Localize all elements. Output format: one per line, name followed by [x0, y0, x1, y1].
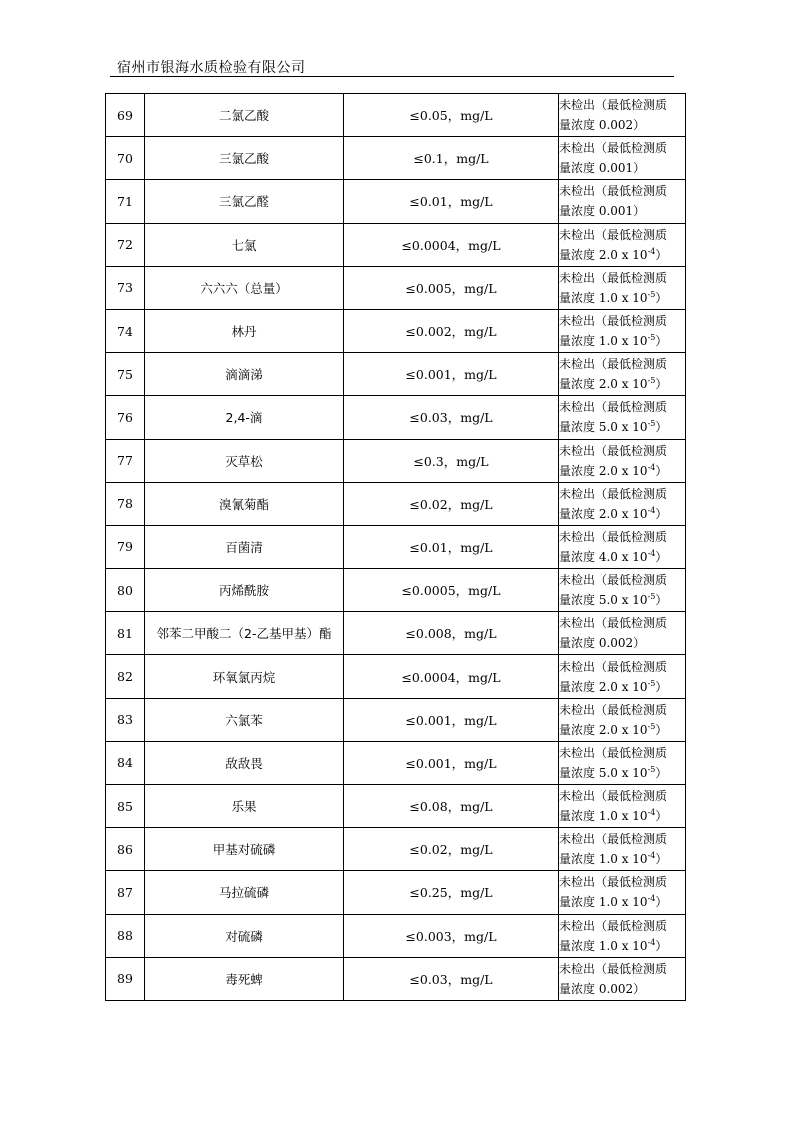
standard-limit: ≤0.0004，mg/L — [344, 655, 559, 698]
result-close: ） — [655, 377, 668, 392]
result-exponent: -4 — [647, 894, 656, 904]
result-line-1: 未检出（最低检测质 — [559, 616, 668, 631]
test-result — [559, 525, 686, 568]
row-number: 76 — [106, 396, 145, 439]
result-concentration: 量浓度 5.0 x 10 — [559, 593, 648, 608]
result-line-1: 未检出（最低检测质 — [559, 659, 668, 674]
result-close: ） — [655, 765, 668, 780]
result-line-1: 未检出（最低检测质 — [559, 702, 668, 717]
indicator-name: 七氯 — [145, 223, 344, 266]
result-close: ） — [655, 506, 668, 521]
results-table — [105, 93, 686, 1001]
table-row — [106, 698, 686, 741]
standard-limit: ≤0.01，mg/L — [344, 180, 559, 223]
indicator-name: 六六六（总量） — [145, 266, 344, 309]
row-number: 75 — [106, 353, 145, 396]
result-close: ） — [633, 118, 646, 133]
row-number: 81 — [106, 612, 145, 655]
table-row — [106, 439, 686, 482]
result-line-2 — [559, 331, 685, 351]
indicator-name: 溴氰菊酯 — [145, 482, 344, 525]
indicator-name: 丙烯酰胺 — [145, 569, 344, 612]
result-close: ） — [655, 247, 668, 262]
standard-limit: ≤0.03，mg/L — [344, 396, 559, 439]
indicator-name: 对硫磷 — [145, 914, 344, 957]
standard-limit: ≤0.002，mg/L — [344, 309, 559, 352]
standard-limit: ≤0.1，mg/L — [344, 137, 559, 180]
result-line-1: 未检出（最低检测质 — [559, 529, 668, 544]
standard-limit: ≤0.25，mg/L — [344, 871, 559, 914]
result-close: ） — [655, 852, 668, 867]
result-concentration: 量浓度 1.0 x 10 — [559, 334, 648, 349]
test-result — [559, 94, 686, 137]
result-line-1: 未检出（最低检测质 — [559, 141, 668, 156]
test-result — [559, 957, 686, 1000]
result-concentration: 量浓度 0.001 — [559, 161, 634, 176]
result-line-1: 未检出（最低检测质 — [559, 486, 668, 501]
standard-limit: ≤0.0004，mg/L — [344, 223, 559, 266]
result-exponent: -4 — [647, 808, 656, 818]
row-number: 70 — [106, 137, 145, 180]
result-concentration: 量浓度 5.0 x 10 — [559, 765, 648, 780]
test-result — [559, 741, 686, 784]
results-table-body — [106, 94, 686, 1001]
test-result — [559, 612, 686, 655]
row-number: 80 — [106, 569, 145, 612]
test-result — [559, 396, 686, 439]
table-row — [106, 741, 686, 784]
standard-limit: ≤0.05，mg/L — [344, 94, 559, 137]
indicator-name: 灭草松 — [145, 439, 344, 482]
result-concentration: 量浓度 2.0 x 10 — [559, 247, 648, 262]
indicator-name: 甲基对硫磷 — [145, 828, 344, 871]
result-line-1: 未检出（最低检测质 — [559, 357, 668, 372]
result-exponent: -4 — [647, 937, 656, 947]
table-row — [106, 266, 686, 309]
standard-limit: ≤0.08，mg/L — [344, 785, 559, 828]
indicator-name: 环氧氯丙烷 — [145, 655, 344, 698]
result-line-2 — [559, 936, 685, 956]
test-result — [559, 914, 686, 957]
result-exponent: -5 — [647, 333, 656, 343]
result-line-1: 未检出（最低检测质 — [559, 443, 668, 458]
standard-limit: ≤0.3，mg/L — [344, 439, 559, 482]
row-number: 82 — [106, 655, 145, 698]
indicator-name: 毒死蜱 — [145, 957, 344, 1000]
standard-limit: ≤0.03，mg/L — [344, 957, 559, 1000]
result-concentration: 量浓度 2.0 x 10 — [559, 722, 648, 737]
result-close: ） — [655, 420, 668, 435]
row-number: 87 — [106, 871, 145, 914]
indicator-name: 三氯乙酸 — [145, 137, 344, 180]
indicator-name: 滴滴涕 — [145, 353, 344, 396]
result-exponent: -5 — [647, 376, 656, 386]
test-result — [559, 137, 686, 180]
test-result — [559, 785, 686, 828]
test-result — [559, 828, 686, 871]
result-concentration: 量浓度 1.0 x 10 — [559, 290, 648, 305]
result-line-2 — [559, 115, 685, 135]
table-row — [106, 957, 686, 1000]
result-close: ） — [655, 679, 668, 694]
row-number: 86 — [106, 828, 145, 871]
result-exponent: -4 — [647, 548, 656, 558]
result-line-1: 未检出（最低检测质 — [559, 745, 668, 760]
result-line-2 — [559, 720, 685, 740]
result-line-2 — [559, 417, 685, 437]
result-line-1: 未检出（最低检测质 — [559, 832, 668, 847]
test-result — [559, 353, 686, 396]
indicator-name: 乐果 — [145, 785, 344, 828]
result-line-2 — [559, 892, 685, 912]
result-concentration: 量浓度 2.0 x 10 — [559, 463, 648, 478]
result-line-2 — [559, 201, 685, 221]
result-line-1: 未检出（最低检测质 — [559, 98, 668, 113]
row-number: 88 — [106, 914, 145, 957]
test-result — [559, 439, 686, 482]
result-exponent: -5 — [647, 678, 656, 688]
table-row — [106, 525, 686, 568]
result-close: ） — [655, 463, 668, 478]
result-line-1: 未检出（最低检测质 — [559, 270, 668, 285]
result-concentration: 量浓度 2.0 x 10 — [559, 377, 648, 392]
result-concentration: 量浓度 1.0 x 10 — [559, 895, 648, 910]
result-concentration: 量浓度 0.002 — [559, 636, 634, 651]
table-row — [106, 785, 686, 828]
table-row — [106, 309, 686, 352]
standard-limit: ≤0.003，mg/L — [344, 914, 559, 957]
result-line-1: 未检出（最低检测质 — [559, 573, 668, 588]
result-line-2 — [559, 374, 685, 394]
result-exponent: -4 — [647, 246, 656, 256]
result-line-1: 未检出（最低检测质 — [559, 314, 668, 329]
row-number: 79 — [106, 525, 145, 568]
result-line-2 — [559, 849, 685, 869]
test-result — [559, 266, 686, 309]
table-row — [106, 353, 686, 396]
result-close: ） — [655, 895, 668, 910]
standard-limit: ≤0.001，mg/L — [344, 353, 559, 396]
indicator-name: 百菌清 — [145, 525, 344, 568]
result-exponent: -5 — [647, 289, 656, 299]
indicator-name: 二氯乙酸 — [145, 94, 344, 137]
indicator-name: 邻苯二甲酸二（2-乙基甲基）酯 — [145, 612, 344, 655]
result-close: ） — [655, 938, 668, 953]
result-line-2 — [559, 461, 685, 481]
result-concentration: 量浓度 0.001 — [559, 204, 634, 219]
result-close: ） — [633, 636, 646, 651]
standard-limit: ≤0.008，mg/L — [344, 612, 559, 655]
result-concentration: 量浓度 0.002 — [559, 118, 634, 133]
row-number: 78 — [106, 482, 145, 525]
table-row — [106, 180, 686, 223]
standard-limit: ≤0.001，mg/L — [344, 741, 559, 784]
table-row — [106, 396, 686, 439]
test-result — [559, 482, 686, 525]
test-result — [559, 871, 686, 914]
indicator-name: 六氯苯 — [145, 698, 344, 741]
standard-limit: ≤0.0005，mg/L — [344, 569, 559, 612]
table-row — [106, 612, 686, 655]
result-exponent: -5 — [647, 419, 656, 429]
result-line-2 — [559, 677, 685, 697]
test-result — [559, 569, 686, 612]
row-number: 72 — [106, 223, 145, 266]
row-number: 85 — [106, 785, 145, 828]
test-result — [559, 698, 686, 741]
test-result — [559, 180, 686, 223]
result-line-2 — [559, 633, 685, 653]
result-concentration: 量浓度 1.0 x 10 — [559, 938, 648, 953]
table-row — [106, 871, 686, 914]
indicator-name: 林丹 — [145, 309, 344, 352]
result-close: ） — [655, 290, 668, 305]
test-result — [559, 655, 686, 698]
result-line-1: 未检出（最低检测质 — [559, 400, 668, 415]
table-row — [106, 914, 686, 957]
row-number: 83 — [106, 698, 145, 741]
result-concentration: 量浓度 0.002 — [559, 981, 634, 996]
result-exponent: -5 — [647, 764, 656, 774]
result-line-1: 未检出（最低检测质 — [559, 918, 668, 933]
result-concentration: 量浓度 2.0 x 10 — [559, 506, 648, 521]
result-close: ） — [655, 549, 668, 564]
indicator-name: 2,4-滴 — [145, 396, 344, 439]
row-number: 73 — [106, 266, 145, 309]
row-number: 74 — [106, 309, 145, 352]
result-line-1: 未检出（最低检测质 — [559, 961, 668, 976]
result-line-2 — [559, 979, 685, 999]
standard-limit: ≤0.005，mg/L — [344, 266, 559, 309]
result-exponent: -5 — [647, 592, 656, 602]
table-row — [106, 828, 686, 871]
result-line-1: 未检出（最低检测质 — [559, 875, 668, 890]
indicator-name: 敌敌畏 — [145, 741, 344, 784]
table-row — [106, 655, 686, 698]
result-line-2 — [559, 504, 685, 524]
company-header: 宿州市银海水质检验有限公司 — [117, 60, 306, 76]
result-line-2 — [559, 806, 685, 826]
standard-limit: ≤0.02，mg/L — [344, 828, 559, 871]
result-line-2 — [559, 158, 685, 178]
result-concentration: 量浓度 1.0 x 10 — [559, 852, 648, 867]
result-line-1: 未检出（最低检测质 — [559, 789, 668, 804]
row-number: 69 — [106, 94, 145, 137]
result-close: ） — [655, 809, 668, 824]
result-line-2 — [559, 288, 685, 308]
result-concentration: 量浓度 4.0 x 10 — [559, 549, 648, 564]
result-line-2 — [559, 763, 685, 783]
standard-limit: ≤0.01，mg/L — [344, 525, 559, 568]
result-close: ） — [633, 981, 646, 996]
table-row — [106, 569, 686, 612]
result-close: ） — [633, 161, 646, 176]
standard-limit: ≤0.02，mg/L — [344, 482, 559, 525]
row-number: 89 — [106, 957, 145, 1000]
row-number: 84 — [106, 741, 145, 784]
standard-limit: ≤0.001，mg/L — [344, 698, 559, 741]
table-row — [106, 223, 686, 266]
test-result — [559, 223, 686, 266]
result-concentration: 量浓度 1.0 x 10 — [559, 809, 648, 824]
row-number: 77 — [106, 439, 145, 482]
result-close: ） — [655, 593, 668, 608]
result-concentration: 量浓度 2.0 x 10 — [559, 679, 648, 694]
result-concentration: 量浓度 5.0 x 10 — [559, 420, 648, 435]
result-line-2 — [559, 590, 685, 610]
test-result — [559, 309, 686, 352]
result-exponent: -4 — [647, 505, 656, 515]
table-row — [106, 482, 686, 525]
result-line-1: 未检出（最低检测质 — [559, 184, 668, 199]
indicator-name: 三氯乙醛 — [145, 180, 344, 223]
result-close: ） — [655, 722, 668, 737]
result-line-2 — [559, 547, 685, 567]
table-row — [106, 94, 686, 137]
row-number: 71 — [106, 180, 145, 223]
result-exponent: -4 — [647, 851, 656, 861]
result-close: ） — [633, 204, 646, 219]
result-line-2 — [559, 245, 685, 265]
result-exponent: -4 — [647, 462, 656, 472]
table-row — [106, 137, 686, 180]
header-divider — [110, 76, 674, 77]
result-exponent: -5 — [647, 721, 656, 731]
indicator-name: 马拉硫磷 — [145, 871, 344, 914]
result-close: ） — [655, 334, 668, 349]
result-line-1: 未检出（最低检测质 — [559, 227, 668, 242]
